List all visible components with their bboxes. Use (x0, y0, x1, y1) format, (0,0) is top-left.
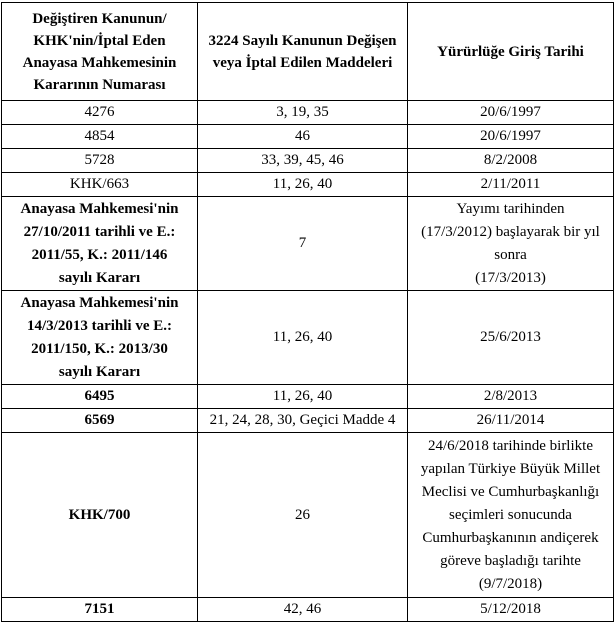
cell-law-number: Anayasa Mahkemesi'nin 27/10/2011 tarihli ve E.: 2011/55, K.: 2011/146 sayılı Kararı (2, 197, 198, 291)
cell-articles: 26 (198, 433, 408, 598)
cell-articles: 11, 26, 40 (198, 385, 408, 409)
header-law-number: Değiştiren Kanunun/ KHK'nin/İptal Eden Anayasa Mahkemesinin Kararının Numarası (2, 3, 198, 101)
cell-effective-date: 8/2/2008 (408, 149, 614, 173)
cell-effective-date: 20/6/1997 (408, 101, 614, 125)
cell-articles: 11, 26, 40 (198, 291, 408, 385)
cell-effective-date: 5/12/2018 (408, 598, 614, 622)
header-effective-date: Yürürlüğe Giriş Tarihi (408, 3, 614, 101)
table-row (2, 101, 614, 125)
table-row (2, 125, 614, 149)
cell-effective-date: 25/6/2013 (408, 291, 614, 385)
cell-effective-date: 2/11/2011 (408, 173, 614, 197)
amendment-table (1, 2, 614, 622)
cell-articles: 33, 39, 45, 46 (198, 149, 408, 173)
cell-effective-date: 20/6/1997 (408, 125, 614, 149)
cell-law-number: 6495 (2, 385, 198, 409)
cell-law-number: 7151 (2, 598, 198, 622)
table-row (2, 149, 614, 173)
cell-law-number: 4276 (2, 101, 198, 125)
table-row (2, 598, 614, 622)
cell-effective-date: 24/6/2018 tarihinde birlikte yapılan Türkiye Büyük Millet Meclisi ve Cumhurbaşkanlığı seçimleri sonucunda Cumhurbaşkanının andiçerek göreve başladığı tarihte (9/7/2018) (408, 433, 614, 598)
cell-articles: 7 (198, 197, 408, 291)
table-row (2, 409, 614, 433)
header-articles: 3224 Sayılı Kanunun Değişen veya İptal Edilen Maddeleri (198, 3, 408, 101)
cell-articles: 3, 19, 35 (198, 101, 408, 125)
cell-law-number: 5728 (2, 149, 198, 173)
cell-articles: 46 (198, 125, 408, 149)
table-row (2, 173, 614, 197)
cell-effective-date: Yayımı tarihinden (17/3/2012) başlayarak bir yıl sonra (17/3/2013) (408, 197, 614, 291)
cell-law-number: KHK/700 (2, 433, 198, 598)
cell-law-number: 6569 (2, 409, 198, 433)
cell-effective-date: 26/11/2014 (408, 409, 614, 433)
table-row (2, 197, 614, 291)
cell-law-number: Anayasa Mahkemesi'nin 14/3/2013 tarihli ve E.: 2011/150, K.: 2013/30 sayılı Kararı (2, 291, 198, 385)
cell-law-number: KHK/663 (2, 173, 198, 197)
table-row (2, 433, 614, 598)
cell-articles: 11, 26, 40 (198, 173, 408, 197)
cell-articles: 21, 24, 28, 30, Geçici Madde 4 (198, 409, 408, 433)
cell-articles: 42, 46 (198, 598, 408, 622)
table-row (2, 385, 614, 409)
table-body (2, 101, 614, 622)
cell-effective-date: 2/8/2013 (408, 385, 614, 409)
cell-law-number: 4854 (2, 125, 198, 149)
header-row (2, 3, 614, 101)
table-row (2, 291, 614, 385)
